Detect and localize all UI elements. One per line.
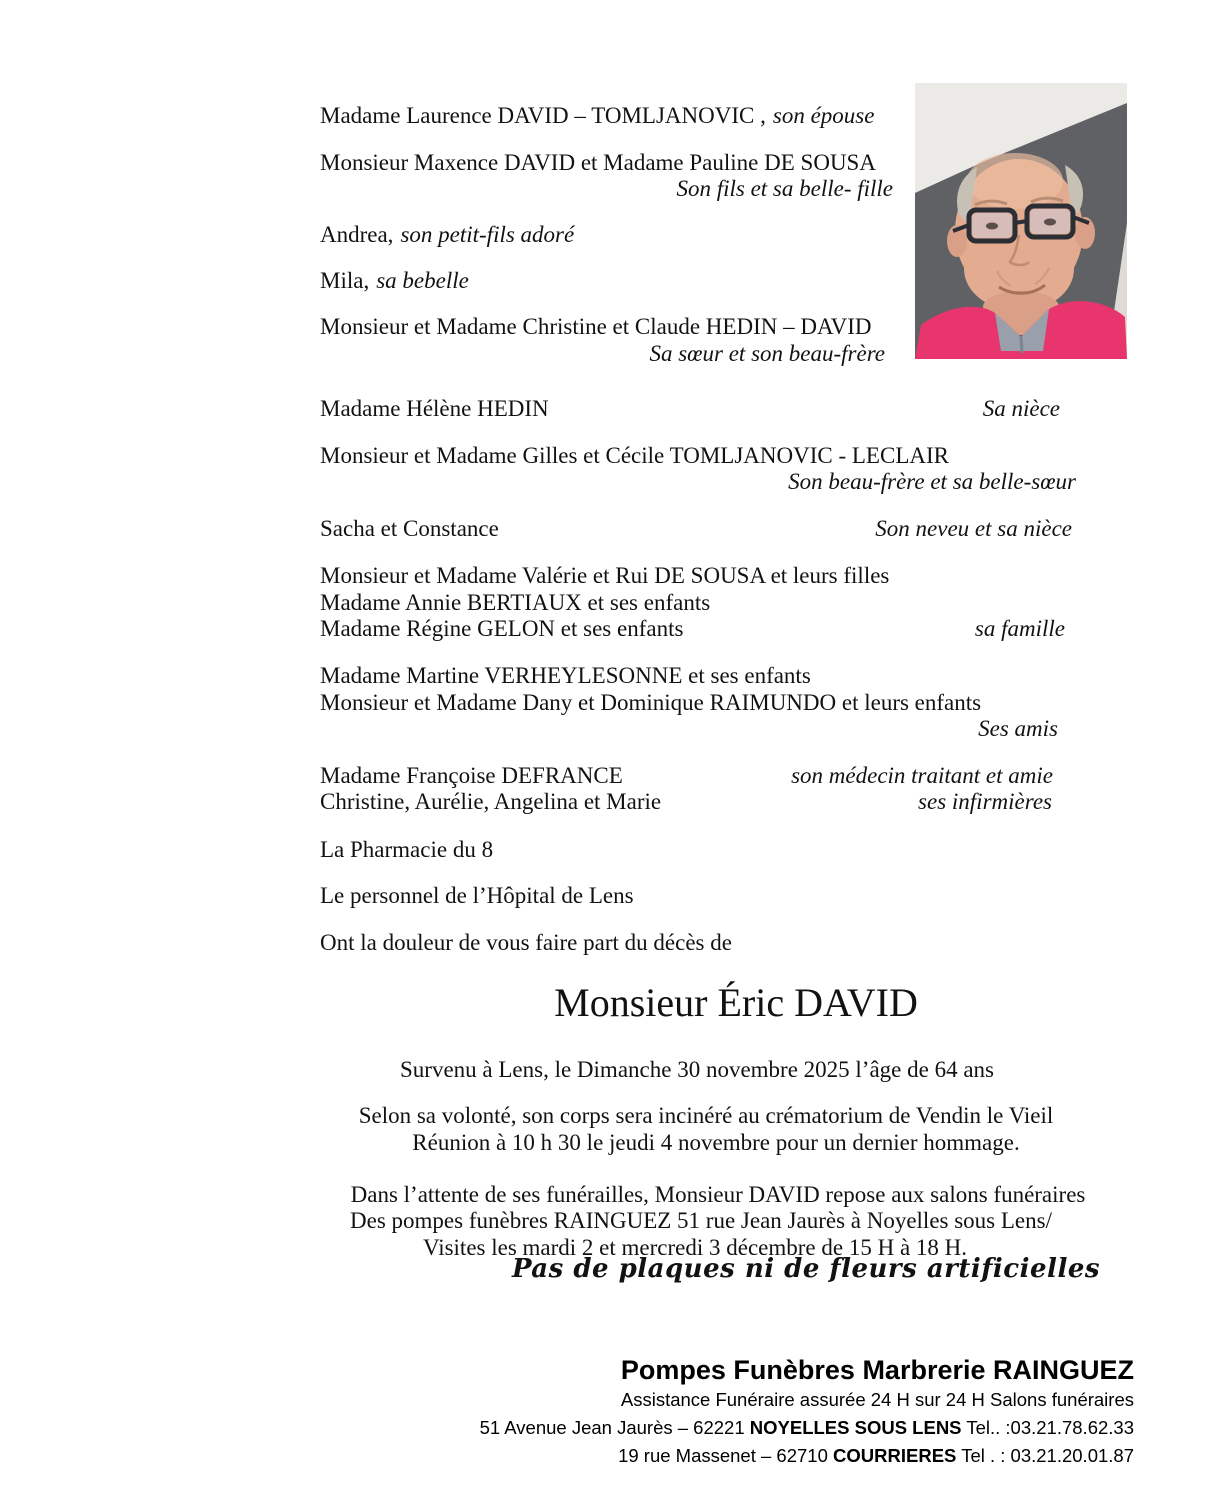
intro-line: Ont la douleur de vous faire part du décès de: [320, 930, 732, 955]
relative-line: [320, 883, 634, 909]
relative-name: Monsieur Maxence DAVID et Madame Pauline DE SOUSA: [320, 150, 876, 175]
relation-label: Sa nièce: [982, 396, 1060, 421]
address-2-city: COURRIERES: [833, 1445, 957, 1466]
relative-line: [320, 103, 874, 129]
relative-name: Monsieur et Madame Gilles et Cécile TOMLJANOVIC - LECLAIR: [320, 443, 949, 468]
funeral-home-name: Pompes Funèbres Marbrerie RAINGUEZ: [620, 1355, 1134, 1385]
deceased-name-title: Monsieur Éric DAVID: [554, 980, 918, 1025]
photo-glasses-bridge: [1015, 221, 1027, 223]
relation-label: ses infirmières: [918, 789, 1052, 814]
relation-label: son médecin traitant et amie: [791, 763, 1053, 788]
relative-name: Madame Régine GELON et ses enfants: [320, 616, 684, 641]
relation-label: Ses amis: [978, 716, 1058, 741]
address-1-phone: Tel.. :03.21.78.62.33: [961, 1417, 1134, 1438]
repose-line-2: Des pompes funèbres RAINGUEZ 51 rue Jean Jaurès à Noyelles sous Lens/: [350, 1208, 1052, 1233]
address-1-city: NOYELLES SOUS LENS: [749, 1417, 962, 1438]
relative-line: [320, 314, 871, 340]
relative-name: Monsieur et Madame Dany et Dominique RAIMUNDO et leurs enfants: [320, 690, 982, 715]
relative-line: [320, 268, 469, 294]
relative-name: Madame Françoise DEFRANCE: [320, 763, 623, 788]
relative-line: [320, 690, 981, 716]
relative-name: Andrea,: [320, 222, 394, 247]
funeral-home-address-2: [480, 1442, 1134, 1470]
relative-line: [320, 590, 710, 616]
relative-line: [320, 789, 661, 815]
relation-label: sa bebelle: [376, 268, 469, 293]
relative-name: Le personnel de l’Hôpital de Lens: [320, 883, 634, 908]
relative-name: Madame Martine VERHEYLESONNE et ses enfants: [320, 663, 811, 688]
relation-label: Sa sœur et son beau-frère: [649, 341, 885, 366]
relative-line: [320, 443, 949, 469]
relative-line: [320, 563, 889, 589]
death-info-line: Survenu à Lens, le Dimanche 30 novembre 2025 l’âge de 64 ans: [400, 1057, 994, 1082]
relative-name: Monsieur et Madame Valérie et Rui DE SOUSA et leurs filles: [320, 563, 890, 588]
relative-line: [320, 516, 499, 542]
relation-label: sa famille: [974, 616, 1065, 641]
portrait-illustration: [915, 83, 1127, 359]
funeral-home-footer: [480, 1354, 1134, 1470]
address-1-street: 51 Avenue Jean Jaurès – 62221: [479, 1417, 750, 1438]
photo-bald-crown-highlight: [967, 153, 1063, 209]
relation-label: son épouse: [772, 103, 875, 128]
relative-line: [320, 663, 811, 689]
relative-name: Madame Laurence DAVID – TOMLJANOVIC ,: [320, 103, 766, 128]
relative-name: La Pharmacie du 8: [320, 837, 494, 862]
relation-label: son petit-fils adoré: [400, 222, 575, 247]
deceased-portrait-photo: [915, 83, 1127, 359]
cremation-line-1: Selon sa volonté, son corps sera incinéré au crématorium de Vendin le Vieil: [358, 1103, 1054, 1128]
repose-line-3: Visites les mardi 2 et mercredi 3 décembre de 15 H à 18 H.: [422, 1235, 968, 1260]
relative-line: [320, 837, 493, 863]
relative-line: [320, 222, 574, 248]
relation-label: Son neveu et sa nièce: [875, 516, 1072, 541]
relative-line: [320, 616, 683, 642]
relative-name: Madame Annie BERTIAUX et ses enfants: [320, 590, 711, 615]
cremation-line-2: Réunion à 10 h 30 le jeudi 4 novembre pour un dernier hommage.: [412, 1130, 1020, 1155]
repose-line-1: Dans l’attente de ses funérailles, Monsieur DAVID repose aux salons funéraires: [350, 1182, 1086, 1207]
address-2-street: 19 rue Massenet – 62710: [618, 1445, 834, 1466]
relation-label: Son beau-frère et sa belle-sœur: [788, 469, 1076, 494]
relative-name: Christine, Aurélie, Angelina et Marie: [320, 789, 662, 814]
photo-eye-left: [986, 223, 998, 230]
funeral-home-address-1: [480, 1414, 1134, 1442]
no-flowers-note: Pas de plaques ni de fleurs artificielles: [511, 1254, 1100, 1284]
relative-line: [320, 763, 623, 789]
address-2-phone: Tel . : 03.21.20.01.87: [956, 1445, 1134, 1466]
relative-line: [320, 396, 549, 422]
relative-line: [320, 150, 876, 176]
relative-name: Sacha et Constance: [320, 516, 499, 541]
funeral-home-subtitle: Assistance Funéraire assurée 24 H sur 24 H Salons funéraires: [620, 1389, 1134, 1410]
photo-eye-right: [1044, 219, 1056, 226]
relative-name: Monsieur et Madame Christine et Claude HEDIN – DAVID: [320, 314, 872, 339]
relative-name: Madame Hélène HEDIN: [320, 396, 549, 421]
relation-label: Son fils et sa belle- fille: [676, 176, 893, 201]
photo-collar-placket: [1021, 337, 1022, 353]
relative-name: Mila,: [320, 268, 370, 293]
